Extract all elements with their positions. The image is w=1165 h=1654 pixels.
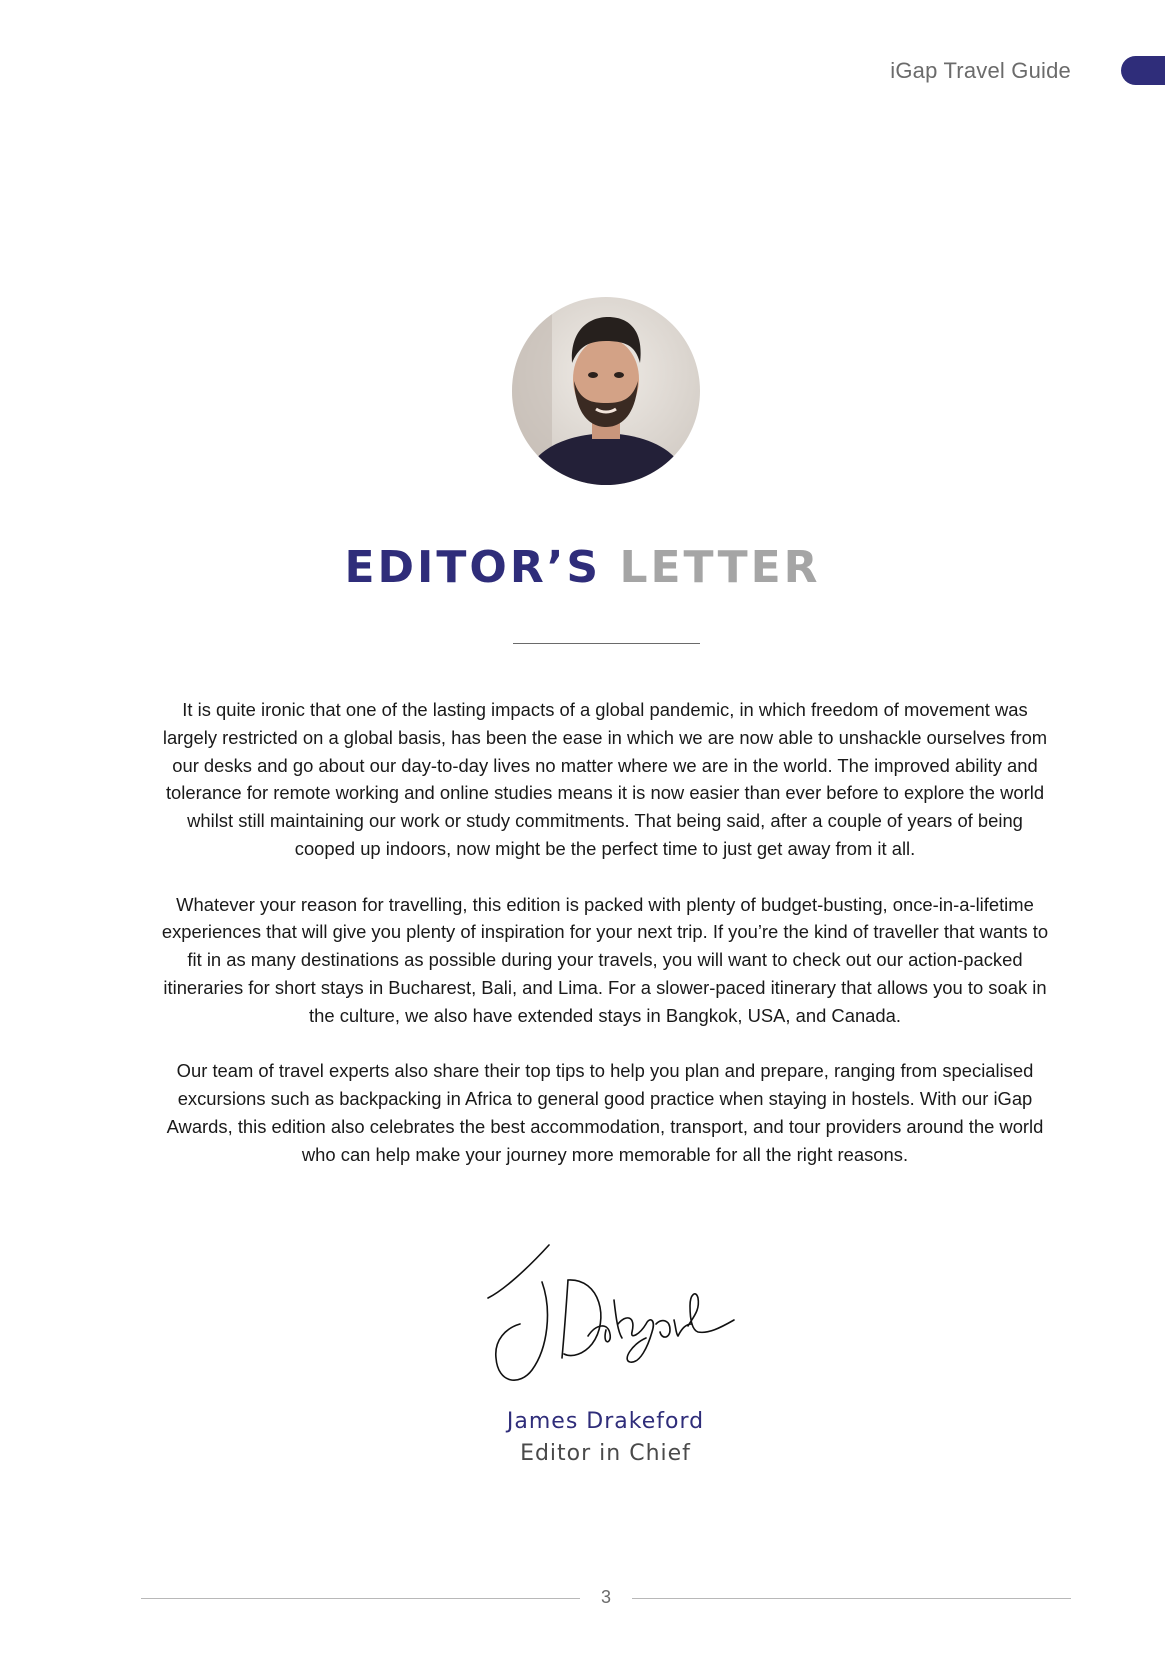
letter-paragraph-1: It is quite ironic that one of the lasting impacts of a global pandemic, in which freedom of movement was largely restricted on a global basis, has been the ease in which we are now able to unshackle ourselves from our desks and go about our day-to-day lives no matter where we are in the world. The improved ability and tolerance for remote working and online studies means it is now easier than ever before to explore the world whilst still maintaining our work or study commitments. That being said, after a couple of years of being cooped up indoors, now might be the perfect time to just get away from it all.: [162, 699, 1048, 859]
title-divider: [513, 643, 700, 644]
letter-body: [155, 696, 1055, 1196]
footer-divider-right: [632, 1598, 1071, 1599]
page-title: [0, 540, 1165, 596]
header-accent-tab: [1121, 56, 1165, 85]
editor-signature: [480, 1240, 740, 1385]
editor-role: Editor in Chief: [520, 1441, 691, 1466]
editor-name: James Drakeford: [506, 1409, 705, 1434]
guide-title: iGap Travel Guide: [890, 58, 1071, 83]
editor-portrait: [512, 297, 700, 485]
footer-divider-left: [141, 1598, 580, 1599]
letter-paragraph-2: Whatever your reason for travelling, this edition is packed with plenty of budget-busting, once-in-a-lifetime experiences that will give you plenty of inspiration for your next trip. If you’re the kind of traveller that wants to fit in as many destinations as possible during your travels, you will want to check out our action-packed itineraries for short stays in Bucharest, Bali, and Lima. For a slower-paced itinerary that allows you to soak in the culture, we also have extended stays in Bangkok, USA, and Canada.: [161, 893, 1049, 1026]
title-part-letter: LETTER: [619, 542, 821, 593]
page-number: 3: [600, 1587, 611, 1607]
title-part-editors: EDITOR’S: [344, 542, 602, 593]
letter-paragraph-3: Our team of travel experts also share their top tips to help you plan and prepare, ranging from specialised excursions such as backpacking in Africa to general good practice when staying in hostels. With our iGap Awards, this edition also celebrates the best accommodation, transport, and tour providers around the world who can help make your journey more memorable for all the right reasons.: [166, 1060, 1044, 1165]
